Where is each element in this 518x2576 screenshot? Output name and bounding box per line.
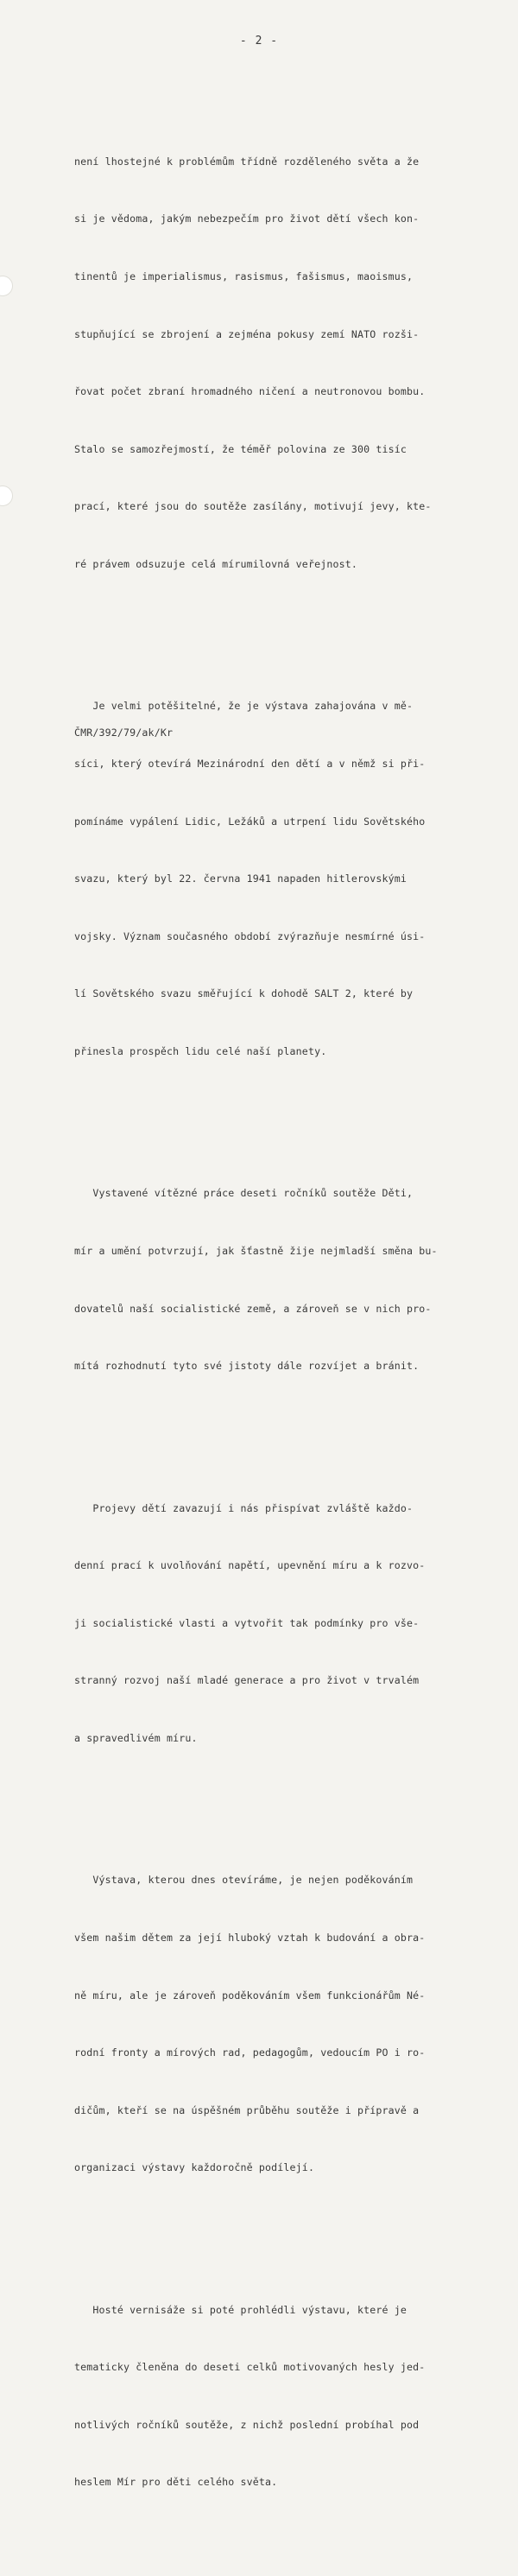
text-line: Je velmi potěšitelné, že je výstava zahajována v mě- [74, 700, 414, 713]
text-line: rodní fronty a mírových rad, pedagogům, vedoucím PO i ro- [74, 2046, 426, 2059]
text-line: všem našim dětem za její hluboký vztah k budování a obra- [74, 1931, 426, 1944]
paragraph [74, 113, 463, 612]
text-line: a spravedlivém míru. [74, 1731, 198, 1744]
page-number: - 2 - [239, 35, 279, 48]
text-line: tematicky členěna do deseti celků motivovaných hesly jed- [74, 2361, 426, 2374]
text-line: pomínáme vypálení Lidic, Ležáků a utrpení lidu Sovětského [74, 815, 426, 828]
text-line: denní prací k uvolňování napětí, upevnění míru a k rozvo- [74, 1559, 426, 1572]
paragraph [74, 658, 463, 1100]
text-line: Vystavené vítězné práce deseti ročníků soutěže Děti, [74, 1187, 414, 1200]
text-line: Výstava, kterou dnes otevíráme, je nejen poděkováním [74, 1874, 414, 1887]
text-line: ně míru, ale je zároveň poděkováním všem funkcionářům Né- [74, 1989, 426, 2002]
text-line: dovatelů naší socialistické země, a zároveň se v nich pro- [74, 1302, 432, 1315]
text-line: mír a umění potvrzují, jak šťastně žije nejmladší směna bu- [74, 1244, 438, 1257]
paragraph [74, 1145, 463, 1414]
text-line: stranný rozvoj naší mladé generace a pro život v trvalém [74, 1674, 420, 1687]
text-line: notlivých ročníků soutěže, z nichž poslední probíhal pod [74, 2418, 420, 2431]
paragraph [74, 1832, 463, 2216]
text-line: ré právem odsuzuje celá mírumilovná veřejnost. [74, 557, 357, 570]
text-line: vojsky. Význam současného období zvýrazňuje nesmírné úsi- [74, 930, 426, 942]
text-line: tinentů je imperialismus, rasismus, fašismus, maoismus, [74, 270, 414, 282]
text-line: Projevy dětí zavazují i nás přispívat zvláště každo- [74, 1501, 414, 1514]
punch-hole [0, 485, 13, 506]
text-line: stupňující se zbrojení a zejména pokusy zemí NATO rozši- [74, 327, 420, 340]
text-line: dičům, kteří se na úspěšném průběhu soutěže i přípravě a [74, 2103, 420, 2116]
text-line: prací, které jsou do soutěže zasílány, motivují jevy, kte- [74, 500, 432, 513]
text-line: mítá rozhodnutí tyto své jistoty dále rozvíjet a bránit. [74, 1360, 420, 1373]
text-line: Hosté vernisáže si poté prohlédli výstavu, které je [74, 2303, 407, 2316]
paragraph [74, 2262, 463, 2530]
paragraph [74, 1460, 463, 1786]
text-line: síci, který otevírá Mezinárodní den dětí a v němž si při- [74, 757, 426, 770]
text-line: Stalo se samozřejmostí, že téměř polovina ze 300 tisíc [74, 442, 407, 455]
text-line: si je vědoma, jakým nebezpečím pro život dětí všech kon- [74, 213, 420, 225]
document-body [74, 75, 463, 2576]
text-line: lí Sovětského svazu směřující k dohodě SALT 2, které by [74, 987, 414, 1000]
punch-hole [0, 276, 13, 296]
document-reference: ČMR/392/79/ak/Kr [74, 726, 174, 739]
text-line: ji socialistické vlasti a vytvořit tak podmínky pro vše- [74, 1616, 420, 1629]
text-line: svazu, který byl 22. června 1941 napaden hitlerovskými [74, 872, 407, 885]
text-line: organizaci výstavy každoročně podílejí. [74, 2161, 315, 2174]
text-line: řovat počet zbraní hromadného ničení a neutronovou bombu. [74, 385, 426, 398]
text-line: přinesla prospěch lidu celé naší planety. [74, 1044, 327, 1057]
text-line: není lhostejné k problémům třídně rozděleného světa a že [74, 155, 420, 168]
text-line: heslem Mír pro děti celého světa. [74, 2476, 278, 2489]
